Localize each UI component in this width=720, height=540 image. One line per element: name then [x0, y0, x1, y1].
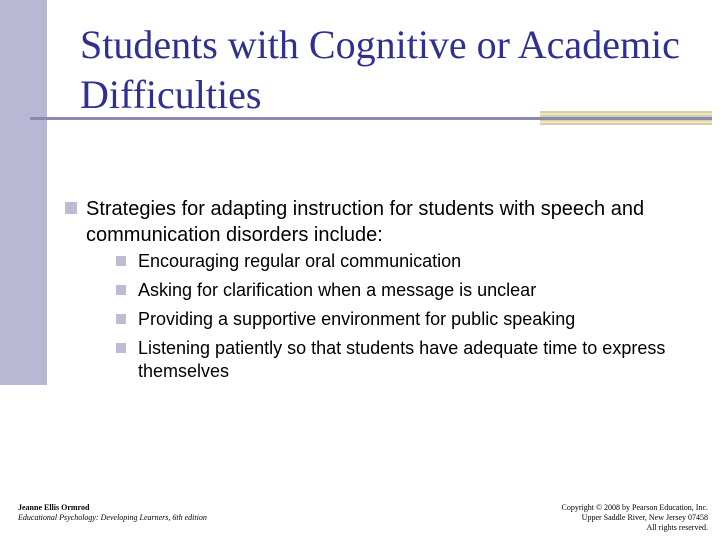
footer-rights: All rights reserved.	[646, 523, 708, 532]
main-bullet-text: Strategies for adapting instruction for students with speech and communication disorders include:	[86, 198, 645, 246]
list-item	[138, 250, 698, 273]
sub-bullet-list	[138, 250, 698, 389]
footer-right	[488, 503, 708, 533]
square-bullet-icon	[116, 285, 126, 295]
sub-bullet-text: Listening patiently so that students have adequate time to express themselves	[138, 338, 666, 381]
slide-title: Students with Cognitive or Academic Difficulties	[80, 22, 680, 117]
footer-left	[18, 503, 218, 523]
square-bullet-icon	[65, 202, 77, 214]
square-bullet-icon	[116, 314, 126, 324]
square-bullet-icon	[116, 343, 126, 353]
sub-bullet-text: Providing a supportive environment for public speaking	[138, 309, 576, 329]
footer-book: Educational Psychology: Developing Learners, 6th edition	[18, 513, 207, 522]
title-accent-line	[540, 117, 712, 120]
left-accent-bar	[0, 0, 47, 385]
main-bullet	[86, 196, 686, 248]
square-bullet-icon	[116, 256, 126, 266]
footer-author: Jeanne Ellis Ormrod	[18, 503, 90, 512]
sub-bullet-text: Asking for clarification when a message is unclear	[138, 280, 537, 300]
footer-address: Upper Saddle River, New Jersey 07458	[581, 513, 708, 522]
title-underline	[30, 117, 540, 120]
list-item	[138, 308, 698, 331]
list-item	[138, 279, 698, 302]
footer-copyright: Copyright © 2008 by Pearson Education, Inc.	[561, 503, 708, 512]
list-item	[138, 337, 698, 383]
sub-bullet-text: Encouraging regular oral communication	[138, 251, 462, 271]
